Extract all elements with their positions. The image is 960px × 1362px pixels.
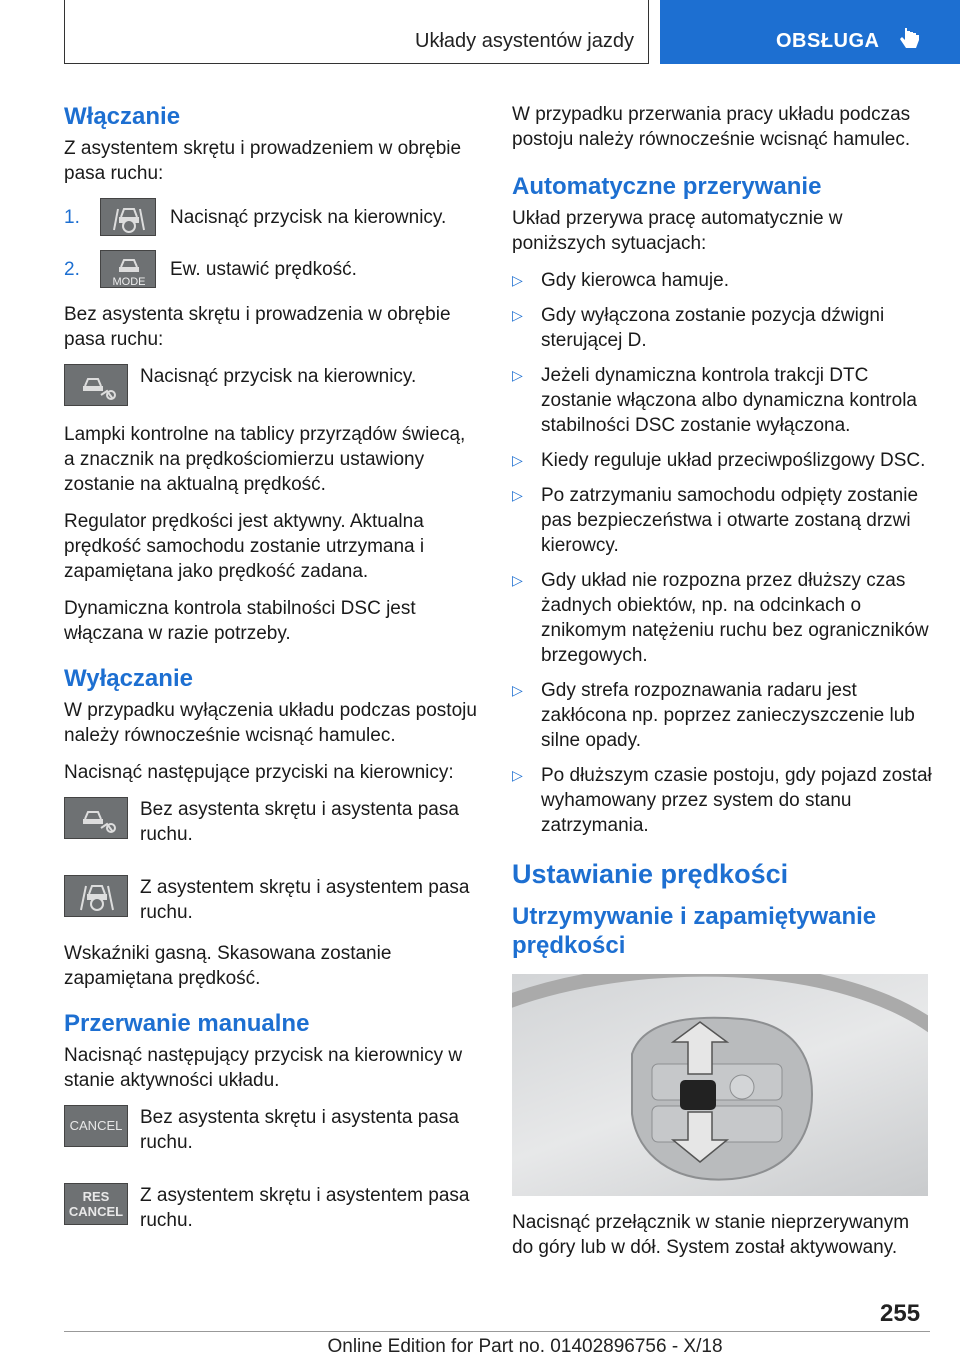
heading-hold: Utrzymywanie i zapamiętywanie prędkości bbox=[512, 903, 877, 959]
cancel-label: CANCEL bbox=[69, 1118, 123, 1133]
heading-auto: Automatyczne przerywanie bbox=[512, 173, 822, 200]
lane-assist-off-icon bbox=[64, 797, 128, 839]
step-text: Ew. ustawić prędkość. bbox=[170, 258, 357, 280]
steering-assist-icon bbox=[64, 875, 128, 917]
paragraph: Układ przerywa pracę automatycznie w poniższych sytuacjach: bbox=[512, 208, 843, 254]
triangle-icon: ▷ bbox=[512, 572, 523, 588]
steering-assist-icon bbox=[100, 198, 156, 236]
heading-speed: Ustawianie prędkości bbox=[512, 859, 789, 889]
lane-assist-off-icon bbox=[64, 364, 128, 406]
list-item: ▷ Gdy układ nie rozpozna przez dłuższy czas żadnych obiektów, np. na odcinkach o znikomym natężeniu ruchu bez ograniczników brzegowych. bbox=[512, 570, 929, 666]
right-column bbox=[512, 102, 932, 1272]
icon-text: Bez asystenta skrętu i asystenta pasa ruchu. bbox=[140, 799, 459, 845]
paragraph: Lampki kontrolne na tablicy przyrządów świecą, a znacznik na prędkościomierzu ustawiony zostanie na aktualną prędkość. bbox=[64, 424, 466, 495]
heading-wylaczanie: Wyłączanie bbox=[64, 665, 193, 692]
icon-instruction bbox=[64, 1183, 480, 1233]
list-item: ▷ Gdy kierowca hamuje. bbox=[512, 270, 729, 291]
icon-instruction bbox=[64, 797, 480, 847]
triangle-icon: ▷ bbox=[512, 272, 523, 288]
cancel-label: CANCEL bbox=[68, 1204, 124, 1219]
paragraph: Wskaźniki gasną. Skasowana zostanie zapamiętana prędkość. bbox=[64, 943, 392, 989]
pointing-hand-icon bbox=[896, 26, 922, 54]
paragraph: Regulator prędkości jest aktywny. Aktualna prędkość samochodu zostanie utrzymana i zapamiętana jako prędkość zadana. bbox=[64, 511, 425, 582]
footer-edition: Online Edition for Part no. 01402896756 - X/18 bbox=[327, 1336, 723, 1357]
list-item: ▷ Po dłuższym czasie postoju, gdy pojazd został wyhamowany przez system do stanu zatrzymania. bbox=[512, 765, 932, 836]
step-text: Nacisnąć przycisk na kierownicy. bbox=[170, 206, 447, 228]
step-number: 2. bbox=[64, 258, 80, 280]
section-label: OBSŁUGA bbox=[776, 30, 880, 52]
triangle-icon: ▷ bbox=[512, 487, 523, 503]
header-bar bbox=[64, 0, 649, 64]
icon-text: Z asystentem skrętu i asystentem pasa ruchu. bbox=[140, 877, 470, 923]
photo-caption: Nacisnąć przełącznik w stanie nieprzerywanym do góry lub w dół. System został aktywowany. bbox=[512, 1212, 910, 1258]
paragraph: Nacisnąć następujący przycisk na kierownicy w stanie aktywności układu. bbox=[64, 1045, 463, 1091]
list-item: ▷ Kiedy reguluje układ przeciwpoślizgowy DSC. bbox=[512, 450, 926, 471]
list-item: ▷ Po zatrzymaniu samochodu odpięty zostanie pas bezpieczeństwa i otwarte zostaną drzwi kierowcy. bbox=[512, 485, 919, 556]
step-1 bbox=[64, 198, 480, 236]
paragraph: Bez asystenta skrętu i prowadzenia w obrębie pasa ruchu: bbox=[64, 304, 451, 350]
triangle-icon: ▷ bbox=[512, 367, 523, 383]
paragraph: Dynamiczna kontrola stabilności DSC jest włączana w razie potrzeby. bbox=[64, 598, 416, 644]
icon-text: Z asystentem skrętu i asystentem pasa ruchu. bbox=[140, 1185, 470, 1231]
footer-divider bbox=[64, 1331, 930, 1332]
mode-button-icon bbox=[100, 250, 156, 288]
paragraph: Nacisnąć następujące przyciski na kierownicy: bbox=[64, 762, 454, 783]
triangle-icon: ▷ bbox=[512, 767, 523, 783]
icon-instruction bbox=[64, 1105, 480, 1155]
chapter-title: Układy asystentów jazdy bbox=[415, 30, 634, 52]
paragraph: Z asystentem skrętu i prowadzeniem w obrębie pasa ruchu: bbox=[64, 138, 462, 184]
icon-text: Nacisnąć przycisk na kierownicy. bbox=[140, 366, 417, 387]
list-item: ▷ Gdy wyłączona zostanie pozycja dźwigni sterującej D. bbox=[512, 305, 885, 351]
step-number: 1. bbox=[64, 206, 80, 228]
icon-text: Bez asystenta skrętu i asystenta pasa ruchu. bbox=[140, 1107, 459, 1153]
list-item: ▷ Gdy strefa rozpoznawania radaru jest zakłócona np. poprzez zanieczyszczenie lub silne opady. bbox=[512, 680, 915, 751]
mode-label: MODE bbox=[112, 276, 146, 288]
steering-wheel-photo bbox=[512, 974, 928, 1196]
page-number: 255 bbox=[880, 1300, 921, 1327]
paragraph: W przypadku przerwania pracy układu podczas postoju należy równocześnie wcisnąć hamulec. bbox=[512, 104, 911, 150]
condition-list bbox=[512, 268, 932, 838]
res-label: RES bbox=[82, 1189, 110, 1204]
step-2 bbox=[64, 250, 480, 288]
cancel-button-icon bbox=[64, 1105, 128, 1147]
heading-wlaczanie: Włączanie bbox=[64, 103, 181, 130]
triangle-icon: ▷ bbox=[512, 307, 523, 323]
section-tab[interactable] bbox=[660, 0, 960, 64]
left-column bbox=[64, 102, 480, 1249]
triangle-icon: ▷ bbox=[512, 452, 523, 468]
heading-manual: Przerwanie manualne bbox=[64, 1010, 310, 1037]
paragraph: W przypadku wyłączenia układu podczas postoju należy równocześnie wcisnąć hamulec. bbox=[64, 700, 477, 746]
res-cancel-button-icon bbox=[64, 1183, 128, 1225]
list-item: ▷ Jeżeli dynamiczna kontrola trakcji DTC zostanie włączona albo dynamiczna kontrola stabilności DSC zostanie wyłączona. bbox=[512, 365, 917, 436]
triangle-icon: ▷ bbox=[512, 682, 523, 698]
icon-instruction bbox=[64, 364, 480, 406]
icon-instruction bbox=[64, 875, 480, 925]
